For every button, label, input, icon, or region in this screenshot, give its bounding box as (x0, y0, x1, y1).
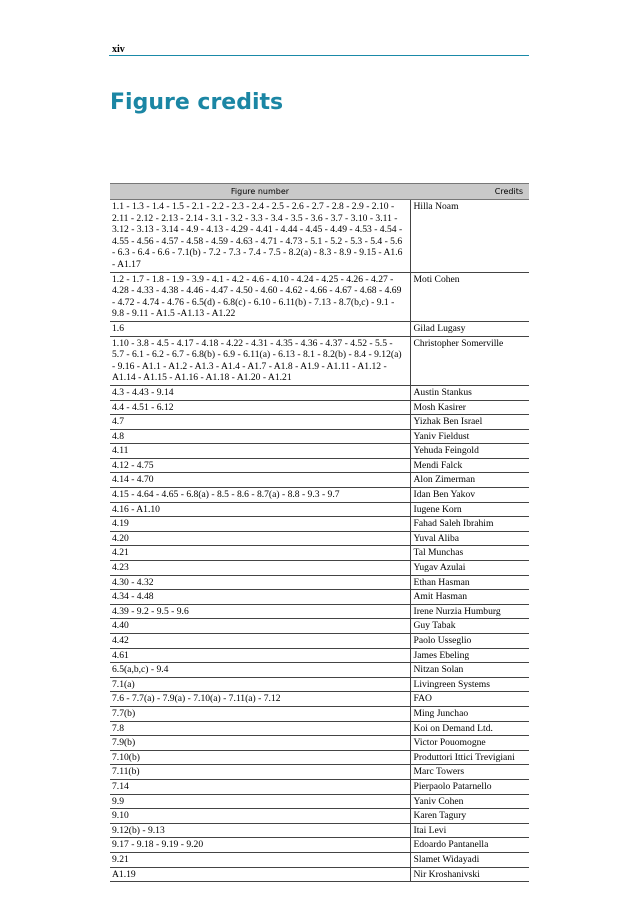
figure-numbers-cell: 9.21 (110, 852, 410, 867)
credit-name-cell: Pierpaolo Patarnello (410, 779, 529, 794)
table-row (110, 321, 529, 336)
table-row (110, 517, 529, 532)
credit-name-cell: Hilla Noam (410, 200, 529, 273)
credit-name-cell: Paolo Usseglio (410, 634, 529, 649)
credit-name-cell: Karen Tagury (410, 809, 529, 824)
figure-numbers-cell: 4.40 (110, 619, 410, 634)
credit-name-cell: Nir Kroshanivski (410, 867, 529, 882)
table-row (110, 531, 529, 546)
figure-numbers-cell: A1.19 (110, 867, 410, 882)
credit-name-cell: Slamet Widayadi (410, 852, 529, 867)
figure-numbers-cell: 7.6 - 7.7(a) - 7.9(a) - 7.10(a) - 7.11(a) - 7.12 (110, 692, 410, 707)
table-row (110, 677, 529, 692)
figure-numbers-cell: 4.21 (110, 546, 410, 561)
table-row (110, 272, 529, 321)
credit-name-cell: Gilad Lugasy (410, 321, 529, 336)
figure-numbers-cell: 4.39 - 9.2 - 9.5 - 9.6 (110, 604, 410, 619)
table-row (110, 400, 529, 415)
credit-name-cell: Iugene Korn (410, 502, 529, 517)
figure-numbers-cell: 7.9(b) (110, 736, 410, 751)
figure-numbers-cell: 4.14 - 4.70 (110, 473, 410, 488)
table-row (110, 736, 529, 751)
figure-numbers-cell: 4.23 (110, 561, 410, 576)
page-title: Figure credits (110, 90, 284, 115)
table-row (110, 750, 529, 765)
figure-numbers-cell: 4.8 (110, 429, 410, 444)
credit-name-cell: Yizhak Ben Israel (410, 415, 529, 430)
table-row (110, 619, 529, 634)
table-row (110, 336, 529, 385)
table-row (110, 721, 529, 736)
figure-numbers-cell: 9.12(b) - 9.13 (110, 823, 410, 838)
table-row (110, 852, 529, 867)
figure-numbers-cell: 4.42 (110, 634, 410, 649)
figure-numbers-cell: 9.9 (110, 794, 410, 809)
table-row (110, 692, 529, 707)
table-row (110, 663, 529, 678)
figure-numbers-cell: 4.15 - 4.64 - 4.65 - 6.8(a) - 8.5 - 8.6 - 8.7(a) - 8.8 - 9.3 - 9.7 (110, 488, 410, 503)
table-header-row (110, 184, 529, 200)
table-row (110, 385, 529, 400)
figure-numbers-cell: 1.6 (110, 321, 410, 336)
credit-name-cell: Livingreen Systems (410, 677, 529, 692)
credit-name-cell: Guy Tabak (410, 619, 529, 634)
table-row (110, 765, 529, 780)
table-row (110, 561, 529, 576)
figure-numbers-cell: 9.17 - 9.18 - 9.19 - 9.20 (110, 838, 410, 853)
table-row (110, 415, 529, 430)
credit-name-cell: Irene Nurzia Humburg (410, 604, 529, 619)
figure-numbers-cell: 4.4 - 4.51 - 6.12 (110, 400, 410, 415)
credit-name-cell: Yaniv Fieldust (410, 429, 529, 444)
figure-numbers-cell: 6.5(a,b,c) - 9.4 (110, 663, 410, 678)
table-row (110, 575, 529, 590)
table-body (110, 200, 529, 882)
credit-name-cell: Nitzan Solan (410, 663, 529, 678)
figure-numbers-cell: 7.7(b) (110, 706, 410, 721)
credit-name-cell: Tal Munchas (410, 546, 529, 561)
credit-name-cell: Alon Zimerman (410, 473, 529, 488)
table-row (110, 867, 529, 882)
header-rule (109, 55, 529, 56)
table-row (110, 590, 529, 605)
credit-name-cell: Fahad Saleh Ibrahim (410, 517, 529, 532)
figure-numbers-cell: 4.7 (110, 415, 410, 430)
figure-numbers-cell: 7.8 (110, 721, 410, 736)
credit-name-cell: Austin Stankus (410, 385, 529, 400)
figure-numbers-cell: 4.20 (110, 531, 410, 546)
figure-numbers-cell: 4.3 - 4.43 - 9.14 (110, 385, 410, 400)
figure-numbers-cell: 4.12 - 4.75 (110, 458, 410, 473)
figure-numbers-cell: 1.10 - 3.8 - 4.5 - 4.17 - 4.18 - 4.22 - 4.31 - 4.35 - 4.36 - 4.37 - 4.52 - 5.5 - 5.7 - 6.1 - 6.2 - 6.7 - 6.8(b) - 6.9 - 6.11(a) - 6.13 - 8.1 - 8.2(b) - 8.4 - 9.12(a) - 9.16 - A1.1 - A1.2 - A1.3 - A1.4 - A1.7 - A1.8 - A1.9 - A1.11 - A1.12 - A1.14 - A1.15 - A1.16 - A1.18 - A1.20 - A1.21 (110, 336, 410, 385)
credit-name-cell: Christopher Somerville (410, 336, 529, 385)
credit-name-cell: Ming Junchao (410, 706, 529, 721)
figure-numbers-cell: 4.11 (110, 444, 410, 459)
table-row (110, 546, 529, 561)
figure-numbers-cell: 7.11(b) (110, 765, 410, 780)
figure-numbers-cell: 1.1 - 1.3 - 1.4 - 1.5 - 2.1 - 2.2 - 2.3 - 2.4 - 2.5 - 2.6 - 2.7 - 2.8 - 2.9 - 2.10 - 2.11 - 2.12 - 2.13 - 2.14 - 3.1 - 3.2 - 3.3 - 3.4 - 3.5 - 3.6 - 3.7 - 3.10 - 3.11 - 3.12 - 3.13 - 3.14 - 4.9 - 4.13 - 4.29 - 4.41 - 4.44 - 4.45 - 4.49 - 4.53 - 4.54 - 4.55 - 4.56 - 4.57 - 4.58 - 4.59 - 4.63 - 4.71 - 4.73 - 5.1 - 5.2 - 5.3 - 5.4 - 5.6 - 6.3 - 6.4 - 6.6 - 7.1(b) - 7.2 - 7.3 - 7.4 - 7.5 - 8.2(a) - 8.3 - 8.9 - 9.15 - A1.6 - A1.17 (110, 200, 410, 273)
figure-number-header: Figure number (110, 184, 410, 200)
credit-name-cell: Victor Pouomogne (410, 736, 529, 751)
credit-name-cell: Yugav Azulai (410, 561, 529, 576)
table-row (110, 429, 529, 444)
credit-name-cell: Itai Levi (410, 823, 529, 838)
table-row (110, 444, 529, 459)
table-row (110, 488, 529, 503)
figure-numbers-cell: 4.16 - A1.10 (110, 502, 410, 517)
credit-name-cell: Moti Cohen (410, 272, 529, 321)
table-row (110, 473, 529, 488)
table-row (110, 794, 529, 809)
figure-numbers-cell: 7.14 (110, 779, 410, 794)
credit-name-cell: Mendi Falck (410, 458, 529, 473)
figure-numbers-cell: 1.2 - 1.7 - 1.8 - 1.9 - 3.9 - 4.1 - 4.2 - 4.6 - 4.10 - 4.24 - 4.25 - 4.26 - 4.27 - 4.28 - 4.33 - 4.38 - 4.46 - 4.47 - 4.50 - 4.60 - 4.62 - 4.66 - 4.67 - 4.68 - 4.69 - 4.72 - 4.74 - 4.76 - 6.5(d) - 6.8(c) - 6.10 - 6.11(b) - 7.13 - 8.7(b,c) - 9.1 - 9.8 - 9.11 - A1.5 -A1.13 - A1.22 (110, 272, 410, 321)
credit-name-cell: Yaniv Cohen (410, 794, 529, 809)
credit-name-cell: Idan Ben Yakov (410, 488, 529, 503)
figure-numbers-cell: 4.61 (110, 648, 410, 663)
credit-name-cell: FAO (410, 692, 529, 707)
figure-numbers-cell: 4.19 (110, 517, 410, 532)
table-row (110, 779, 529, 794)
credit-name-cell: James Ebeling (410, 648, 529, 663)
credit-name-cell: Yehuda Feingold (410, 444, 529, 459)
table-row (110, 823, 529, 838)
table-row (110, 200, 529, 273)
figure-numbers-cell: 7.10(b) (110, 750, 410, 765)
table-row (110, 648, 529, 663)
credit-name-cell: Ethan Hasman (410, 575, 529, 590)
credit-name-cell: Mosh Kasirer (410, 400, 529, 415)
table-row (110, 838, 529, 853)
table-row (110, 458, 529, 473)
table-row (110, 604, 529, 619)
credit-name-cell: Marc Towers (410, 765, 529, 780)
figure-numbers-cell: 4.34 - 4.48 (110, 590, 410, 605)
credit-name-cell: Amit Hasman (410, 590, 529, 605)
figure-numbers-cell: 7.1(a) (110, 677, 410, 692)
figure-numbers-cell: 9.10 (110, 809, 410, 824)
credit-name-cell: Edoardo Pantanella (410, 838, 529, 853)
table-row (110, 809, 529, 824)
credit-name-cell: Produttori Ittici Trevigiani (410, 750, 529, 765)
table-row (110, 706, 529, 721)
table-row (110, 502, 529, 517)
credit-name-cell: Yuval Aliba (410, 531, 529, 546)
table-row (110, 634, 529, 649)
credits-header: Credits (410, 184, 529, 200)
page-number: xiv (112, 44, 125, 55)
credit-name-cell: Koi on Demand Ltd. (410, 721, 529, 736)
figure-credits-table (110, 183, 529, 882)
figure-numbers-cell: 4.30 - 4.32 (110, 575, 410, 590)
